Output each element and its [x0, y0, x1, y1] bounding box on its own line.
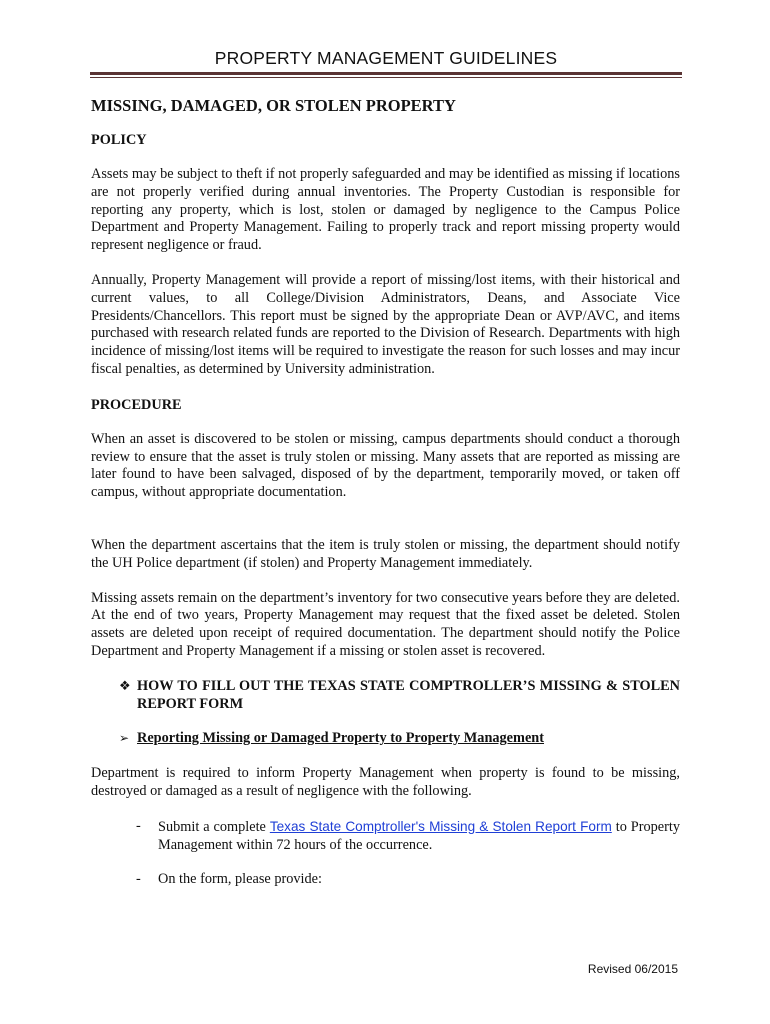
procedure-paragraph-3: Missing assets remain on the department’s inventory for two consecutive years before they are deleted. At the end of two years, Property Management may request that the fixed asset be deleted. Stolen assets are deleted upon receipt of required documentation. The department should notify the Police Department and Property Management if a missing or stolen asset is recovered. — [91, 589, 680, 659]
procedure-paragraph-1: When an asset is discovered to be stolen or missing, campus departments should conduct a thorough review to ensure that the asset is truly stolen or missing. Many assets that are reported as missing are later found to have been salvaged, disposed of by the department, temporarily moved, or taken off campus, without appropriate documentation. — [91, 430, 680, 501]
revised-date: Revised 06/2015 — [587, 962, 678, 976]
policy-paragraph-2: Annually, Property Management will provide a report of missing/lost items, with their historical and current values, to all College/Division Administrators, Deans, and Associate Vice Presidents/Chancellors. This report must be signed by the appropriate Dean or AVP/AVC, and items purchased with research related funds are reported to the Division of Research. Departments with high incidence of missing/lost items will be required to investigate the reason for such losses and may incur fiscal penalties, as determined by University administration. — [91, 271, 680, 377]
page-header-title: PROPERTY MANAGEMENT GUIDELINES — [214, 48, 558, 68]
procedure-heading: PROCEDURE — [91, 396, 182, 413]
arrow-bullet-icon: ➢ — [119, 731, 130, 746]
procedure-paragraph-2: When the department ascertains that the item is truly stolen or missing, the department should notify the UH Police department (if stolen) and Property Management immediately. — [91, 536, 680, 571]
document-body — [91, 96, 680, 906]
comptroller-form-link[interactable]: Texas State Comptroller's Missing & Stolen Report Form — [269, 818, 612, 834]
on-form-text: On the form, please provide: — [158, 871, 322, 888]
submit-form-text — [158, 818, 680, 855]
dash-marker: - — [136, 871, 141, 888]
header-rule-thin — [90, 77, 682, 78]
list-item-on-form — [136, 871, 680, 889]
diamond-bullet-icon: ❖ — [119, 678, 131, 694]
section-title: MISSING, DAMAGED, OR STOLEN PROPERTY — [91, 96, 456, 115]
policy-paragraph-1: Assets may be subject to theft if not properly safeguarded and may be identified as missing if locations are not properly verified during annual inventories. The Property Custodian is responsible for reporting any property, which is lost, stolen or damaged by negligence to the Campus Police Department and Property Management. Failing to properly track and report missing property would represent negligence or fraud. — [91, 166, 680, 254]
list-item-submit-form — [136, 818, 680, 855]
header-rule-thick — [90, 72, 682, 75]
submit-form-after: to Property Management within 72 hours of the occurrence. — [158, 818, 680, 853]
how-to-bullet — [119, 678, 680, 714]
reporting-heading: Reporting Missing or Damaged Property to Property Management — [137, 730, 545, 747]
submit-form-before: Submit a complete — [158, 818, 270, 835]
policy-heading: POLICY — [91, 132, 147, 148]
dash-marker: - — [136, 817, 141, 834]
reporting-intro: Department is required to inform Property Management when property is found to be missing, destroyed or damaged as a result of negligence with the following. — [91, 765, 680, 799]
reporting-bullet — [119, 730, 680, 748]
how-to-heading: HOW TO FILL OUT THE TEXAS STATE COMPTROLLER’S MISSING & STOLEN REPORT FORM — [137, 677, 680, 712]
